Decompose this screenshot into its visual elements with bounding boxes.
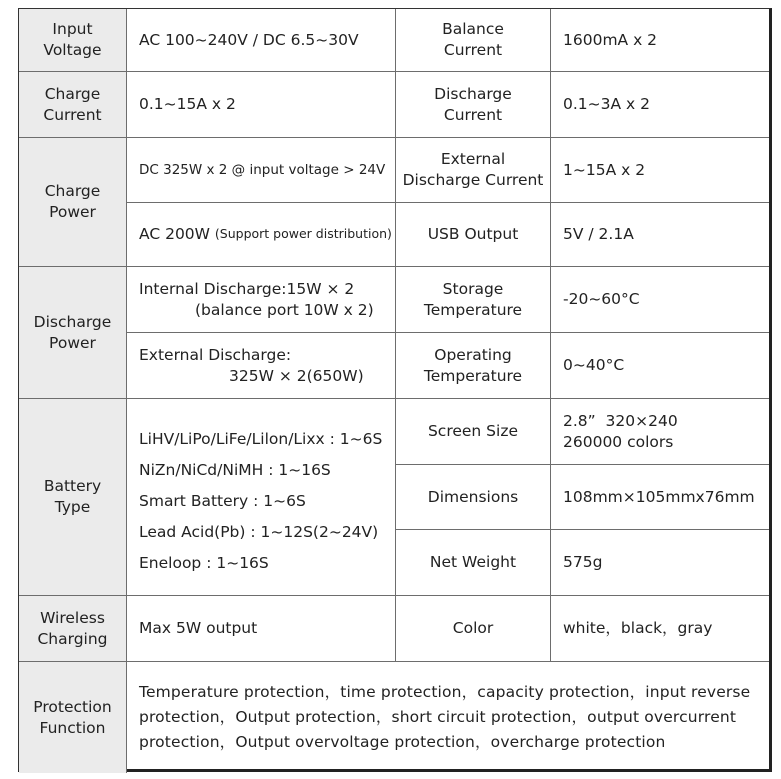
discharge-power-label: Discharge Power xyxy=(19,267,127,399)
battery-type-item: Smart Battery : 1~6S xyxy=(139,491,306,510)
net-weight-label: Net Weight xyxy=(396,530,551,596)
battery-type-list xyxy=(127,399,396,596)
battery-type-label: Battery Type xyxy=(19,399,127,596)
input-voltage-value: AC 100~240V / DC 6.5~30V xyxy=(127,9,396,72)
battery-type-item: Lead Acid(Pb) : 1~12S(2~24V) xyxy=(139,522,379,541)
protection-function-value: Temperature protection，time protection，capacity protection，input reverse protection，Output protection，short circuit protection，output overcurrent protection，Output overvoltage protection，overcharge protection xyxy=(139,683,751,751)
color-value: white，black，gray xyxy=(551,596,769,662)
dimensions-value: 108mm×105mmx76mm xyxy=(551,465,769,530)
discharge-current-label: Discharge Current xyxy=(396,72,551,138)
charge-power-label: Charge Power xyxy=(19,138,127,267)
charge-current-label: Charge Current xyxy=(19,72,127,138)
charge-current-value: 0.1~15A x 2 xyxy=(127,72,396,138)
screen-size-label: Screen Size xyxy=(396,399,551,465)
discharge-current-value: 0.1~3A x 2 xyxy=(551,72,769,138)
operating-temperature-label: Operating Temperature xyxy=(396,333,551,399)
storage-temperature-value: -20~60°C xyxy=(551,267,769,333)
internal-discharge-value: Internal Discharge:15W × 2 (balance port 10W x 2) xyxy=(127,267,396,333)
charge-power-ac-note: (Support power distribution) xyxy=(214,226,392,242)
charge-power-ac-value xyxy=(127,203,396,267)
charge-power-dc-value: DC 325W x 2 @ input voltage > 24V xyxy=(127,138,396,203)
battery-type-item: LiHV/LiPo/LiFe/Lilon/Lixx : 1~6S xyxy=(139,430,383,448)
balance-current-label: Balance Current xyxy=(396,9,551,72)
color-label: Color xyxy=(396,596,551,662)
wireless-charging-label: Wireless Charging xyxy=(19,596,127,662)
dimensions-label: Dimensions xyxy=(396,465,551,530)
spec-table xyxy=(18,8,772,772)
usb-output-label: USB Output xyxy=(396,203,551,267)
operating-temperature-value: 0~40°C xyxy=(551,333,769,399)
charge-power-ac-main: AC 200W xyxy=(139,225,215,244)
battery-type-item: NiZn/NiCd/NiMH : 1~16S xyxy=(139,460,331,479)
screen-size-value: 2.8” 320×240 260000 colors xyxy=(551,399,769,465)
balance-current-value: 1600mA x 2 xyxy=(551,9,769,72)
external-discharge-current-value: 1~15A x 2 xyxy=(551,138,769,203)
external-discharge-value: External Discharge: 325W × 2(650W) xyxy=(127,333,396,399)
battery-type-item: Eneloop : 1~16S xyxy=(139,553,269,572)
net-weight-value: 575g xyxy=(551,530,769,596)
external-discharge-current-label: External Discharge Current xyxy=(396,138,551,203)
input-voltage-label: Input Voltage xyxy=(19,9,127,72)
storage-temperature-label: Storage Temperature xyxy=(396,267,551,333)
protection-function-label: Protection Function xyxy=(19,662,127,773)
usb-output-value: 5V / 2.1A xyxy=(551,203,769,267)
wireless-charging-value: Max 5W output xyxy=(127,596,396,662)
